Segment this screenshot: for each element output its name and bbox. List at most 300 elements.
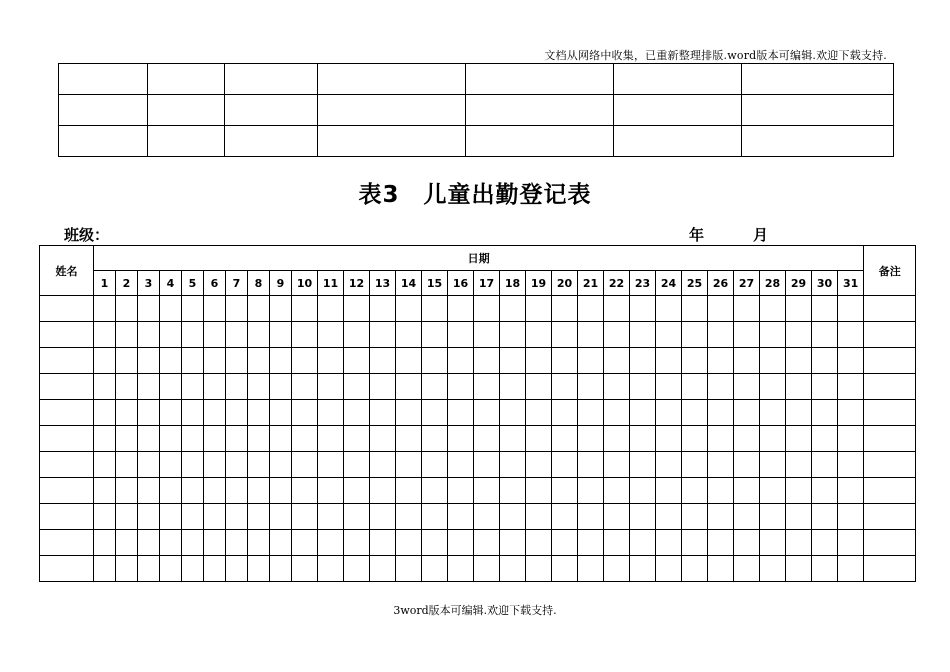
attendance-cell[interactable] bbox=[226, 296, 248, 322]
remarks-cell[interactable] bbox=[864, 322, 916, 348]
attendance-cell[interactable] bbox=[160, 504, 182, 530]
attendance-cell[interactable] bbox=[422, 374, 448, 400]
attendance-cell[interactable] bbox=[656, 322, 682, 348]
attendance-cell[interactable] bbox=[138, 452, 160, 478]
top-table-cell[interactable] bbox=[225, 95, 318, 126]
attendance-cell[interactable] bbox=[94, 556, 116, 582]
attendance-cell[interactable] bbox=[604, 374, 630, 400]
attendance-cell[interactable] bbox=[500, 374, 526, 400]
attendance-cell[interactable] bbox=[448, 556, 474, 582]
attendance-cell[interactable] bbox=[94, 296, 116, 322]
attendance-cell[interactable] bbox=[708, 400, 734, 426]
attendance-cell[interactable] bbox=[292, 556, 318, 582]
attendance-cell[interactable] bbox=[138, 348, 160, 374]
attendance-cell[interactable] bbox=[552, 556, 578, 582]
attendance-cell[interactable] bbox=[838, 322, 864, 348]
attendance-cell[interactable] bbox=[838, 374, 864, 400]
attendance-cell[interactable] bbox=[500, 400, 526, 426]
attendance-cell[interactable] bbox=[526, 556, 552, 582]
attendance-cell[interactable] bbox=[708, 556, 734, 582]
attendance-cell[interactable] bbox=[526, 374, 552, 400]
remarks-cell[interactable] bbox=[864, 400, 916, 426]
attendance-cell[interactable] bbox=[116, 374, 138, 400]
top-table-cell[interactable] bbox=[466, 64, 614, 95]
attendance-cell[interactable] bbox=[422, 556, 448, 582]
attendance-cell[interactable] bbox=[94, 348, 116, 374]
attendance-cell[interactable] bbox=[760, 478, 786, 504]
attendance-cell[interactable] bbox=[204, 478, 226, 504]
attendance-cell[interactable] bbox=[812, 426, 838, 452]
attendance-cell[interactable] bbox=[526, 322, 552, 348]
attendance-cell[interactable] bbox=[396, 296, 422, 322]
attendance-cell[interactable] bbox=[526, 400, 552, 426]
attendance-cell[interactable] bbox=[448, 426, 474, 452]
attendance-cell[interactable] bbox=[812, 478, 838, 504]
attendance-cell[interactable] bbox=[396, 504, 422, 530]
attendance-cell[interactable] bbox=[682, 504, 708, 530]
attendance-cell[interactable] bbox=[116, 322, 138, 348]
attendance-cell[interactable] bbox=[318, 478, 344, 504]
attendance-cell[interactable] bbox=[94, 530, 116, 556]
attendance-cell[interactable] bbox=[318, 504, 344, 530]
attendance-cell[interactable] bbox=[552, 504, 578, 530]
attendance-cell[interactable] bbox=[812, 296, 838, 322]
top-table-cell[interactable] bbox=[59, 95, 148, 126]
attendance-cell[interactable] bbox=[812, 530, 838, 556]
attendance-cell[interactable] bbox=[138, 478, 160, 504]
attendance-cell[interactable] bbox=[396, 426, 422, 452]
attendance-cell[interactable] bbox=[500, 556, 526, 582]
attendance-cell[interactable] bbox=[708, 452, 734, 478]
attendance-cell[interactable] bbox=[786, 426, 812, 452]
attendance-cell[interactable] bbox=[682, 374, 708, 400]
attendance-cell[interactable] bbox=[838, 504, 864, 530]
attendance-cell[interactable] bbox=[500, 296, 526, 322]
attendance-cell[interactable] bbox=[734, 556, 760, 582]
attendance-cell[interactable] bbox=[344, 348, 370, 374]
attendance-cell[interactable] bbox=[182, 426, 204, 452]
top-table-cell[interactable] bbox=[614, 95, 742, 126]
attendance-cell[interactable] bbox=[370, 296, 396, 322]
attendance-cell[interactable] bbox=[812, 322, 838, 348]
remarks-cell[interactable] bbox=[864, 530, 916, 556]
attendance-cell[interactable] bbox=[182, 452, 204, 478]
attendance-cell[interactable] bbox=[604, 504, 630, 530]
attendance-cell[interactable] bbox=[474, 452, 500, 478]
attendance-cell[interactable] bbox=[786, 556, 812, 582]
attendance-cell[interactable] bbox=[474, 322, 500, 348]
attendance-cell[interactable] bbox=[708, 348, 734, 374]
attendance-cell[interactable] bbox=[226, 556, 248, 582]
attendance-cell[interactable] bbox=[318, 400, 344, 426]
attendance-cell[interactable] bbox=[248, 400, 270, 426]
attendance-cell[interactable] bbox=[630, 322, 656, 348]
attendance-cell[interactable] bbox=[344, 452, 370, 478]
attendance-cell[interactable] bbox=[94, 426, 116, 452]
attendance-cell[interactable] bbox=[248, 348, 270, 374]
attendance-cell[interactable] bbox=[344, 400, 370, 426]
attendance-cell[interactable] bbox=[422, 452, 448, 478]
attendance-cell[interactable] bbox=[248, 556, 270, 582]
attendance-cell[interactable] bbox=[552, 478, 578, 504]
attendance-cell[interactable] bbox=[604, 400, 630, 426]
attendance-cell[interactable] bbox=[578, 426, 604, 452]
attendance-cell[interactable] bbox=[138, 556, 160, 582]
attendance-cell[interactable] bbox=[526, 426, 552, 452]
attendance-cell[interactable] bbox=[94, 478, 116, 504]
attendance-cell[interactable] bbox=[270, 426, 292, 452]
attendance-cell[interactable] bbox=[760, 348, 786, 374]
attendance-cell[interactable] bbox=[838, 530, 864, 556]
attendance-cell[interactable] bbox=[552, 426, 578, 452]
attendance-cell[interactable] bbox=[682, 556, 708, 582]
top-table-cell[interactable] bbox=[614, 64, 742, 95]
attendance-cell[interactable] bbox=[94, 374, 116, 400]
attendance-cell[interactable] bbox=[226, 452, 248, 478]
attendance-cell[interactable] bbox=[270, 478, 292, 504]
top-table-cell[interactable] bbox=[614, 126, 742, 157]
attendance-cell[interactable] bbox=[760, 530, 786, 556]
attendance-cell[interactable] bbox=[786, 478, 812, 504]
attendance-cell[interactable] bbox=[422, 426, 448, 452]
attendance-cell[interactable] bbox=[838, 556, 864, 582]
attendance-cell[interactable] bbox=[182, 556, 204, 582]
attendance-cell[interactable] bbox=[838, 400, 864, 426]
attendance-cell[interactable] bbox=[116, 452, 138, 478]
attendance-cell[interactable] bbox=[226, 374, 248, 400]
attendance-cell[interactable] bbox=[292, 478, 318, 504]
attendance-cell[interactable] bbox=[760, 400, 786, 426]
attendance-cell[interactable] bbox=[578, 348, 604, 374]
attendance-cell[interactable] bbox=[786, 374, 812, 400]
attendance-cell[interactable] bbox=[422, 504, 448, 530]
attendance-cell[interactable] bbox=[708, 322, 734, 348]
attendance-cell[interactable] bbox=[578, 322, 604, 348]
attendance-cell[interactable] bbox=[270, 452, 292, 478]
attendance-cell[interactable] bbox=[500, 504, 526, 530]
attendance-cell[interactable] bbox=[474, 478, 500, 504]
attendance-cell[interactable] bbox=[656, 452, 682, 478]
attendance-cell[interactable] bbox=[734, 400, 760, 426]
top-table-cell[interactable] bbox=[466, 95, 614, 126]
attendance-cell[interactable] bbox=[116, 400, 138, 426]
attendance-cell[interactable] bbox=[160, 530, 182, 556]
attendance-cell[interactable] bbox=[604, 530, 630, 556]
top-table-cell[interactable] bbox=[318, 126, 466, 157]
attendance-cell[interactable] bbox=[182, 348, 204, 374]
attendance-cell[interactable] bbox=[838, 426, 864, 452]
attendance-cell[interactable] bbox=[474, 556, 500, 582]
attendance-cell[interactable] bbox=[292, 348, 318, 374]
top-table-cell[interactable] bbox=[225, 64, 318, 95]
attendance-cell[interactable] bbox=[422, 322, 448, 348]
attendance-cell[interactable] bbox=[552, 296, 578, 322]
attendance-cell[interactable] bbox=[160, 556, 182, 582]
attendance-cell[interactable] bbox=[318, 530, 344, 556]
attendance-cell[interactable] bbox=[630, 556, 656, 582]
attendance-cell[interactable] bbox=[526, 348, 552, 374]
attendance-cell[interactable] bbox=[682, 400, 708, 426]
attendance-cell[interactable] bbox=[708, 426, 734, 452]
attendance-cell[interactable] bbox=[318, 426, 344, 452]
attendance-cell[interactable] bbox=[370, 478, 396, 504]
attendance-cell[interactable] bbox=[270, 530, 292, 556]
attendance-cell[interactable] bbox=[204, 322, 226, 348]
attendance-cell[interactable] bbox=[138, 426, 160, 452]
attendance-cell[interactable] bbox=[734, 374, 760, 400]
attendance-cell[interactable] bbox=[318, 348, 344, 374]
attendance-cell[interactable] bbox=[160, 296, 182, 322]
attendance-cell[interactable] bbox=[578, 452, 604, 478]
name-cell[interactable] bbox=[40, 322, 94, 348]
attendance-cell[interactable] bbox=[116, 530, 138, 556]
attendance-cell[interactable] bbox=[656, 374, 682, 400]
attendance-cell[interactable] bbox=[204, 296, 226, 322]
attendance-cell[interactable] bbox=[734, 426, 760, 452]
attendance-cell[interactable] bbox=[204, 348, 226, 374]
attendance-cell[interactable] bbox=[526, 530, 552, 556]
attendance-cell[interactable] bbox=[526, 478, 552, 504]
attendance-cell[interactable] bbox=[838, 348, 864, 374]
attendance-cell[interactable] bbox=[396, 556, 422, 582]
attendance-cell[interactable] bbox=[270, 322, 292, 348]
attendance-cell[interactable] bbox=[396, 452, 422, 478]
attendance-cell[interactable] bbox=[370, 374, 396, 400]
attendance-cell[interactable] bbox=[812, 556, 838, 582]
attendance-cell[interactable] bbox=[604, 478, 630, 504]
name-cell[interactable] bbox=[40, 348, 94, 374]
remarks-cell[interactable] bbox=[864, 504, 916, 530]
attendance-cell[interactable] bbox=[370, 348, 396, 374]
attendance-cell[interactable] bbox=[396, 400, 422, 426]
top-table-cell[interactable] bbox=[742, 64, 894, 95]
attendance-cell[interactable] bbox=[138, 296, 160, 322]
attendance-cell[interactable] bbox=[160, 426, 182, 452]
attendance-cell[interactable] bbox=[270, 400, 292, 426]
attendance-cell[interactable] bbox=[318, 452, 344, 478]
attendance-cell[interactable] bbox=[812, 348, 838, 374]
attendance-cell[interactable] bbox=[552, 374, 578, 400]
attendance-cell[interactable] bbox=[578, 400, 604, 426]
attendance-cell[interactable] bbox=[656, 478, 682, 504]
attendance-cell[interactable] bbox=[422, 478, 448, 504]
attendance-cell[interactable] bbox=[344, 296, 370, 322]
name-cell[interactable] bbox=[40, 556, 94, 582]
attendance-cell[interactable] bbox=[760, 504, 786, 530]
attendance-cell[interactable] bbox=[270, 556, 292, 582]
remarks-cell[interactable] bbox=[864, 374, 916, 400]
attendance-cell[interactable] bbox=[682, 478, 708, 504]
attendance-cell[interactable] bbox=[578, 556, 604, 582]
attendance-cell[interactable] bbox=[578, 374, 604, 400]
attendance-cell[interactable] bbox=[160, 478, 182, 504]
attendance-cell[interactable] bbox=[160, 322, 182, 348]
attendance-cell[interactable] bbox=[760, 374, 786, 400]
attendance-cell[interactable] bbox=[248, 478, 270, 504]
attendance-cell[interactable] bbox=[604, 348, 630, 374]
attendance-cell[interactable] bbox=[248, 296, 270, 322]
remarks-cell[interactable] bbox=[864, 348, 916, 374]
attendance-cell[interactable] bbox=[760, 426, 786, 452]
attendance-cell[interactable] bbox=[734, 452, 760, 478]
attendance-cell[interactable] bbox=[292, 504, 318, 530]
attendance-cell[interactable] bbox=[226, 530, 248, 556]
attendance-cell[interactable] bbox=[344, 530, 370, 556]
attendance-cell[interactable] bbox=[422, 400, 448, 426]
attendance-cell[interactable] bbox=[182, 296, 204, 322]
remarks-cell[interactable] bbox=[864, 426, 916, 452]
attendance-cell[interactable] bbox=[448, 374, 474, 400]
attendance-cell[interactable] bbox=[138, 322, 160, 348]
attendance-cell[interactable] bbox=[226, 400, 248, 426]
top-table-cell[interactable] bbox=[148, 64, 225, 95]
attendance-cell[interactable] bbox=[526, 504, 552, 530]
attendance-cell[interactable] bbox=[578, 296, 604, 322]
attendance-cell[interactable] bbox=[248, 426, 270, 452]
attendance-cell[interactable] bbox=[292, 322, 318, 348]
attendance-cell[interactable] bbox=[182, 322, 204, 348]
attendance-cell[interactable] bbox=[474, 348, 500, 374]
attendance-cell[interactable] bbox=[292, 296, 318, 322]
top-table-cell[interactable] bbox=[318, 95, 466, 126]
attendance-cell[interactable] bbox=[448, 322, 474, 348]
attendance-cell[interactable] bbox=[138, 400, 160, 426]
remarks-cell[interactable] bbox=[864, 478, 916, 504]
attendance-cell[interactable] bbox=[204, 426, 226, 452]
top-table-cell[interactable] bbox=[59, 126, 148, 157]
attendance-cell[interactable] bbox=[160, 374, 182, 400]
remarks-cell[interactable] bbox=[864, 556, 916, 582]
attendance-cell[interactable] bbox=[760, 296, 786, 322]
attendance-cell[interactable] bbox=[630, 478, 656, 504]
attendance-cell[interactable] bbox=[448, 504, 474, 530]
attendance-cell[interactable] bbox=[760, 322, 786, 348]
attendance-cell[interactable] bbox=[204, 530, 226, 556]
attendance-cell[interactable] bbox=[500, 322, 526, 348]
attendance-cell[interactable] bbox=[204, 400, 226, 426]
attendance-cell[interactable] bbox=[500, 348, 526, 374]
attendance-cell[interactable] bbox=[370, 556, 396, 582]
attendance-cell[interactable] bbox=[370, 452, 396, 478]
attendance-cell[interactable] bbox=[734, 478, 760, 504]
attendance-cell[interactable] bbox=[786, 504, 812, 530]
attendance-cell[interactable] bbox=[116, 504, 138, 530]
attendance-cell[interactable] bbox=[838, 296, 864, 322]
attendance-cell[interactable] bbox=[318, 374, 344, 400]
attendance-cell[interactable] bbox=[344, 478, 370, 504]
attendance-cell[interactable] bbox=[604, 556, 630, 582]
attendance-cell[interactable] bbox=[344, 426, 370, 452]
attendance-cell[interactable] bbox=[226, 426, 248, 452]
attendance-cell[interactable] bbox=[94, 322, 116, 348]
attendance-cell[interactable] bbox=[630, 296, 656, 322]
attendance-cell[interactable] bbox=[116, 426, 138, 452]
attendance-cell[interactable] bbox=[204, 374, 226, 400]
attendance-cell[interactable] bbox=[160, 348, 182, 374]
attendance-cell[interactable] bbox=[182, 478, 204, 504]
attendance-cell[interactable] bbox=[94, 400, 116, 426]
top-table-cell[interactable] bbox=[148, 126, 225, 157]
attendance-cell[interactable] bbox=[578, 478, 604, 504]
attendance-cell[interactable] bbox=[226, 504, 248, 530]
attendance-cell[interactable] bbox=[734, 296, 760, 322]
attendance-cell[interactable] bbox=[248, 530, 270, 556]
attendance-cell[interactable] bbox=[318, 322, 344, 348]
attendance-cell[interactable] bbox=[448, 452, 474, 478]
attendance-cell[interactable] bbox=[94, 452, 116, 478]
attendance-cell[interactable] bbox=[182, 400, 204, 426]
attendance-cell[interactable] bbox=[448, 400, 474, 426]
attendance-cell[interactable] bbox=[734, 504, 760, 530]
attendance-cell[interactable] bbox=[656, 296, 682, 322]
attendance-cell[interactable] bbox=[370, 322, 396, 348]
attendance-cell[interactable] bbox=[682, 530, 708, 556]
name-cell[interactable] bbox=[40, 296, 94, 322]
attendance-cell[interactable] bbox=[422, 296, 448, 322]
attendance-cell[interactable] bbox=[344, 322, 370, 348]
attendance-cell[interactable] bbox=[182, 374, 204, 400]
attendance-cell[interactable] bbox=[270, 504, 292, 530]
attendance-cell[interactable] bbox=[734, 322, 760, 348]
name-cell[interactable] bbox=[40, 374, 94, 400]
attendance-cell[interactable] bbox=[812, 400, 838, 426]
attendance-cell[interactable] bbox=[552, 348, 578, 374]
name-cell[interactable] bbox=[40, 478, 94, 504]
attendance-cell[interactable] bbox=[630, 374, 656, 400]
attendance-cell[interactable] bbox=[116, 556, 138, 582]
attendance-cell[interactable] bbox=[270, 348, 292, 374]
attendance-cell[interactable] bbox=[500, 530, 526, 556]
attendance-cell[interactable] bbox=[448, 348, 474, 374]
attendance-cell[interactable] bbox=[370, 426, 396, 452]
attendance-cell[interactable] bbox=[630, 426, 656, 452]
attendance-cell[interactable] bbox=[734, 530, 760, 556]
remarks-cell[interactable] bbox=[864, 452, 916, 478]
attendance-cell[interactable] bbox=[422, 530, 448, 556]
attendance-cell[interactable] bbox=[760, 452, 786, 478]
attendance-cell[interactable] bbox=[116, 478, 138, 504]
attendance-cell[interactable] bbox=[630, 452, 656, 478]
name-cell[interactable] bbox=[40, 530, 94, 556]
attendance-cell[interactable] bbox=[656, 348, 682, 374]
attendance-cell[interactable] bbox=[734, 348, 760, 374]
attendance-cell[interactable] bbox=[182, 530, 204, 556]
attendance-cell[interactable] bbox=[630, 400, 656, 426]
top-table-cell[interactable] bbox=[318, 64, 466, 95]
attendance-cell[interactable] bbox=[116, 348, 138, 374]
attendance-cell[interactable] bbox=[682, 296, 708, 322]
attendance-cell[interactable] bbox=[448, 296, 474, 322]
attendance-cell[interactable] bbox=[396, 348, 422, 374]
attendance-cell[interactable] bbox=[204, 452, 226, 478]
attendance-cell[interactable] bbox=[270, 374, 292, 400]
attendance-cell[interactable] bbox=[526, 452, 552, 478]
attendance-cell[interactable] bbox=[226, 348, 248, 374]
attendance-cell[interactable] bbox=[786, 530, 812, 556]
attendance-cell[interactable] bbox=[344, 556, 370, 582]
top-table-cell[interactable] bbox=[742, 126, 894, 157]
attendance-cell[interactable] bbox=[500, 478, 526, 504]
attendance-cell[interactable] bbox=[226, 322, 248, 348]
attendance-cell[interactable] bbox=[292, 452, 318, 478]
attendance-cell[interactable] bbox=[204, 556, 226, 582]
attendance-cell[interactable] bbox=[248, 452, 270, 478]
attendance-cell[interactable] bbox=[248, 322, 270, 348]
attendance-cell[interactable] bbox=[182, 504, 204, 530]
attendance-cell[interactable] bbox=[500, 452, 526, 478]
attendance-cell[interactable] bbox=[160, 452, 182, 478]
attendance-cell[interactable] bbox=[682, 348, 708, 374]
